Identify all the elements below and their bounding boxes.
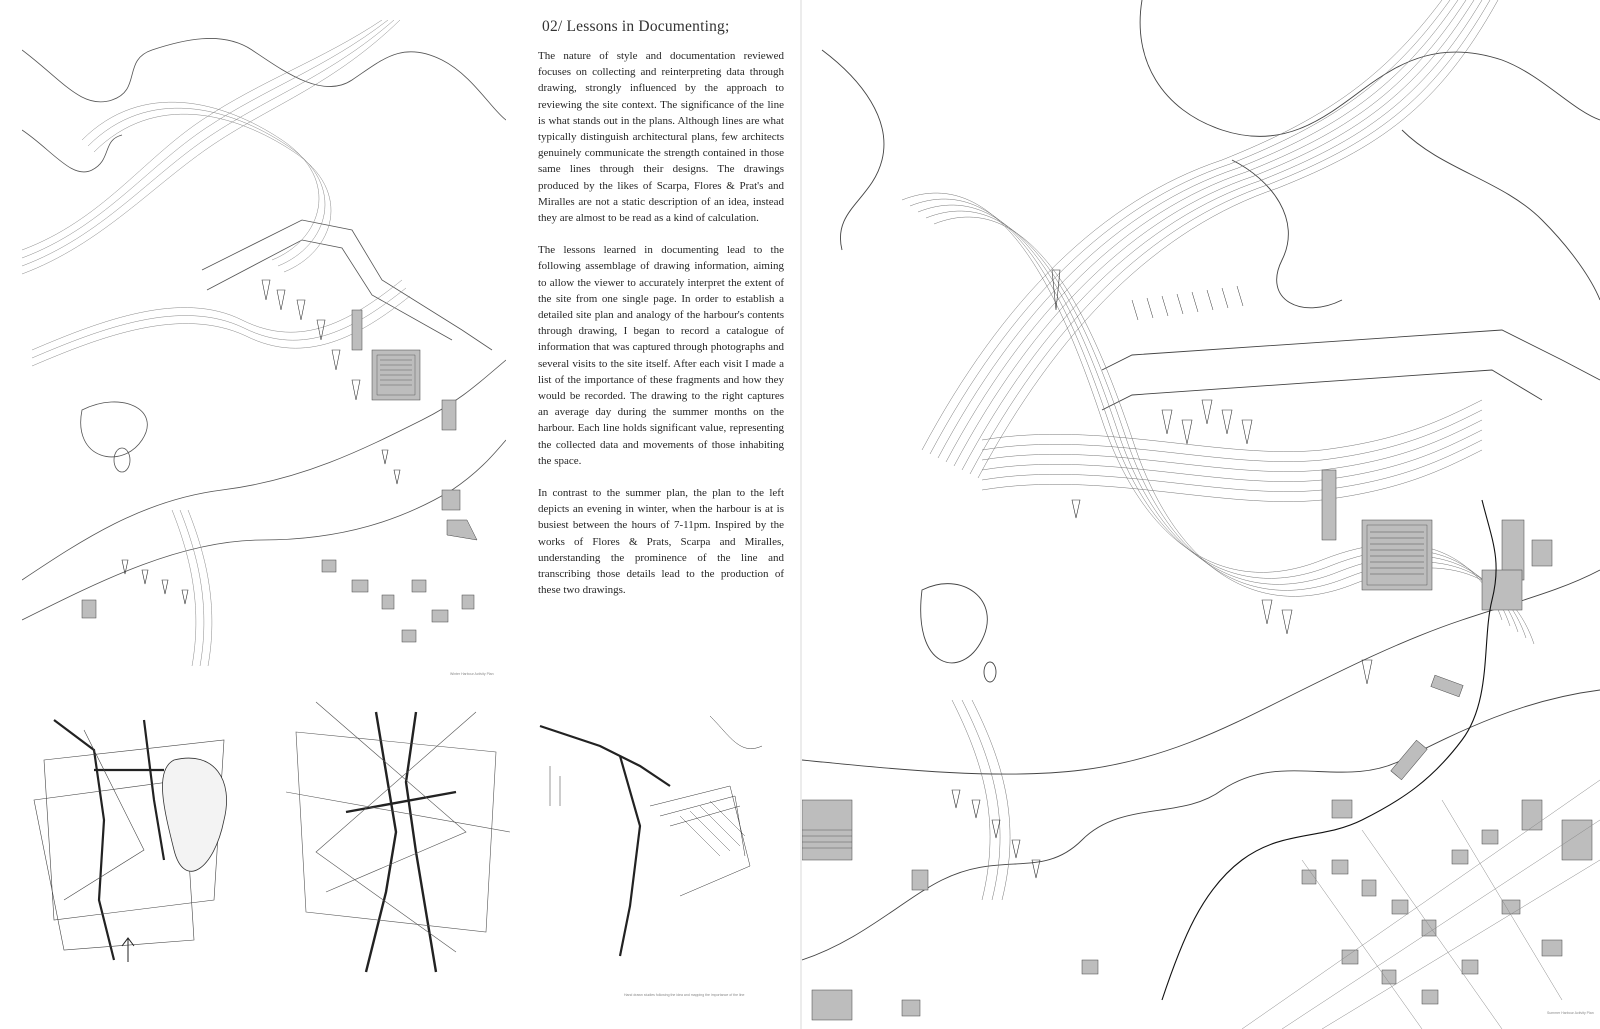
- winter-plan-caption: Winter Harbour Activity Plan: [450, 672, 494, 676]
- article-text-column: [538, 18, 784, 615]
- right-page: [802, 0, 1600, 1029]
- line-sketch-2: [286, 692, 510, 976]
- paragraph-2: The lessons learned in documenting lead to the following assemblage of drawing information, aiming to allow the viewer to accurately interpret the extent of the site from one single page. In order to establish a detailed site plan and analogy of the harbour's contents through drawing, I began to record a catalogue of information that was captured through photographs and several visits to the site itself. After each visit I made a list of the importance of these fragments and how they would be recorded. The drawing to the right captures an average day during the summer months on the harbour. Each line holds significant value, representing the collected data and movements of those inhabiting the space.: [538, 244, 784, 467]
- paragraph-3: In contrast to the summer plan, the plan to the left depicts an evening in winter, when the harbour is at is busiest between the hours of 7-11pm. Inspired by the works of Flores & Prats, Scarpa and Miralles, understanding the prominence of the line and transcribing those details lead to the production of these two drawings.: [538, 487, 784, 597]
- winter-harbour-plan-drawing: [22, 20, 506, 666]
- line-sketch-3: [530, 706, 762, 976]
- section-heading: 02/ Lessons in Documenting;: [542, 18, 730, 35]
- line-sketch-1: [24, 700, 250, 970]
- sketches-caption: Hand drawn studies following the idea and mapping the importance of the line: [624, 993, 745, 997]
- paragraph-1: The nature of style and documentation reviewed focuses on collecting and reinterpreting data through drawing, strongly influenced by the approach to reviewing the site context. The significance of the line is what stands out in the plans. Although lines are what typically distinguish architectural plans, few architects genuinely communicate the strength contained in those same lines through their designs. The drawings produced by the likes of Scarpa, Flores & Prat's and Miralles are not a static description of an idea, instead they are almost to be read as a kind of calculation.: [538, 50, 784, 225]
- summer-plan-caption: Summer Harbour Activity Plan: [1547, 1011, 1594, 1015]
- summer-harbour-plan-drawing: [802, 0, 1600, 1029]
